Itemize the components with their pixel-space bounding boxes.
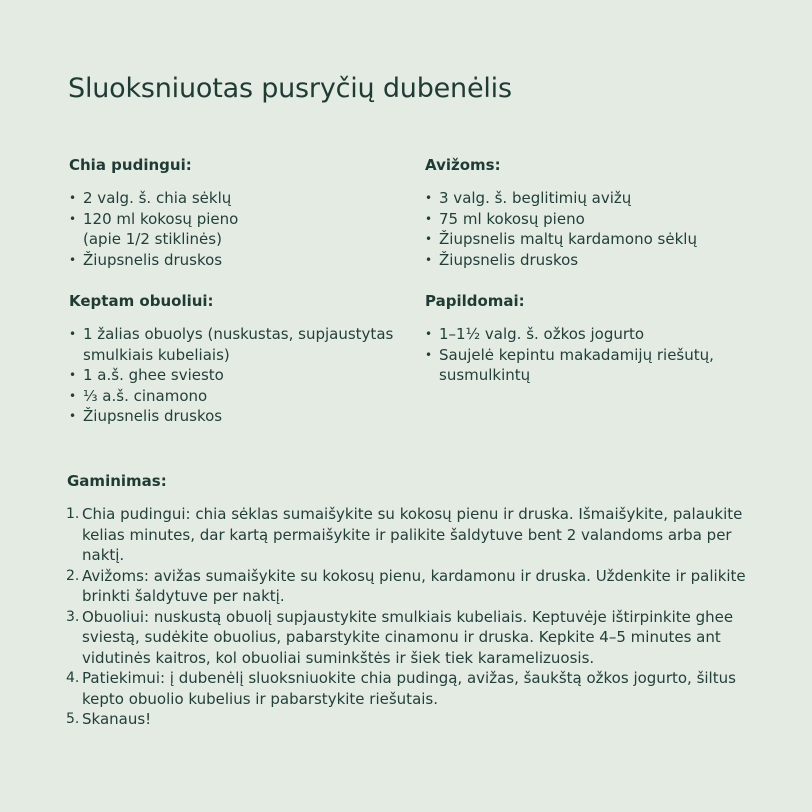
- list-item: • 120 ml kokosų pieno (apie 1/2 stiklinės): [69, 209, 253, 250]
- obuoliui-section: [69, 292, 414, 427]
- recipe-title: Sluoksniuotas pusryčių dubenėlis: [68, 73, 512, 104]
- step-text: Chia pudingui: chia sėklas sumaišykite su kokosų pienu ir druska. Išmaišykite, palaukite kelias minutes, dar kartą permaišykite ir palikite šaldytuve bent 2 valandoms arba per naktį.: [82, 505, 743, 564]
- list-item: • Žiupsnelis druskos: [425, 250, 745, 271]
- list-item: • Žiupsnelis druskos: [69, 406, 414, 427]
- list-item: • 1 žalias obuolys (nuskustas, supjaustytas smulkiais kubeliais): [69, 324, 413, 365]
- chia-section: [69, 156, 404, 270]
- step-number: 4.: [66, 670, 80, 686]
- avizoms-section: [425, 156, 745, 270]
- step-number: 3.: [66, 608, 80, 625]
- step-item: [67, 709, 747, 730]
- papildomai-heading: Papildomai:: [425, 292, 525, 310]
- step-number: 1.: [66, 506, 80, 522]
- step-text: Skanaus!: [82, 710, 152, 728]
- step-item: [67, 607, 747, 669]
- step-number: 5.: [66, 711, 80, 727]
- obuoliui-list: [69, 324, 414, 427]
- avizoms-list: [425, 188, 745, 270]
- chia-list: [69, 188, 404, 270]
- step-text: Avižoms: avižas sumaišykite su kokosų pienu, kardamonu ir druska. Uždenkite ir palikite brinkti šaldytuve per naktį.: [82, 566, 746, 605]
- gaminimas-heading: Gaminimas:: [67, 472, 167, 490]
- list-item: • 2 valg. š. chia sėklų: [69, 188, 404, 209]
- step-item: [67, 504, 747, 566]
- gaminimas-section: [67, 472, 747, 730]
- chia-heading: Chia pudingui:: [69, 156, 192, 174]
- list-item: • Žiupsnelis maltų kardamono sėklų: [425, 229, 745, 250]
- list-item: • 1 a.š. ghee sviesto: [69, 365, 414, 386]
- list-item: • Žiupsnelis druskos: [69, 250, 404, 271]
- list-item: • 75 ml kokosų pieno: [425, 209, 745, 230]
- list-item: • ⅓ a.š. cinamono: [69, 386, 414, 407]
- step-item: [67, 668, 747, 709]
- papildomai-section: [425, 292, 745, 386]
- list-item: • Saujelė kepintu makadamijų riešutų, susmulkintų: [425, 345, 734, 386]
- step-number: 2.: [66, 567, 80, 584]
- step-text: Patiekimui: į dubenėlį sluoksniuokite chia pudingą, avižas, šaukštą ožkos jogurto, šiltus kepto obuolio kubelius ir pabarstykite riešutais.: [82, 669, 736, 708]
- steps-list: [67, 504, 747, 730]
- list-item: • 3 valg. š. beglitimių avižų: [425, 188, 745, 209]
- avizoms-heading: Avižoms:: [425, 156, 501, 174]
- step-text: Obuoliui: nuskustą obuolį supjaustykite smulkiais kubeliais. Keptuvėje ištirpinkite ghee sviestą, sudėkite obuolius, pabarstykite cinamonu ir druska. Kepkite 4–5 minutes ant vidutinės kaitros, kol obuoliai suminkštės ir šiek tiek karamelizuosis.: [82, 607, 734, 667]
- step-item: [67, 566, 747, 607]
- obuoliui-heading: Keptam obuoliui:: [69, 292, 214, 310]
- list-item: • 1–1½ valg. š. ožkos jogurto: [425, 324, 745, 345]
- papildomai-list: [425, 324, 745, 386]
